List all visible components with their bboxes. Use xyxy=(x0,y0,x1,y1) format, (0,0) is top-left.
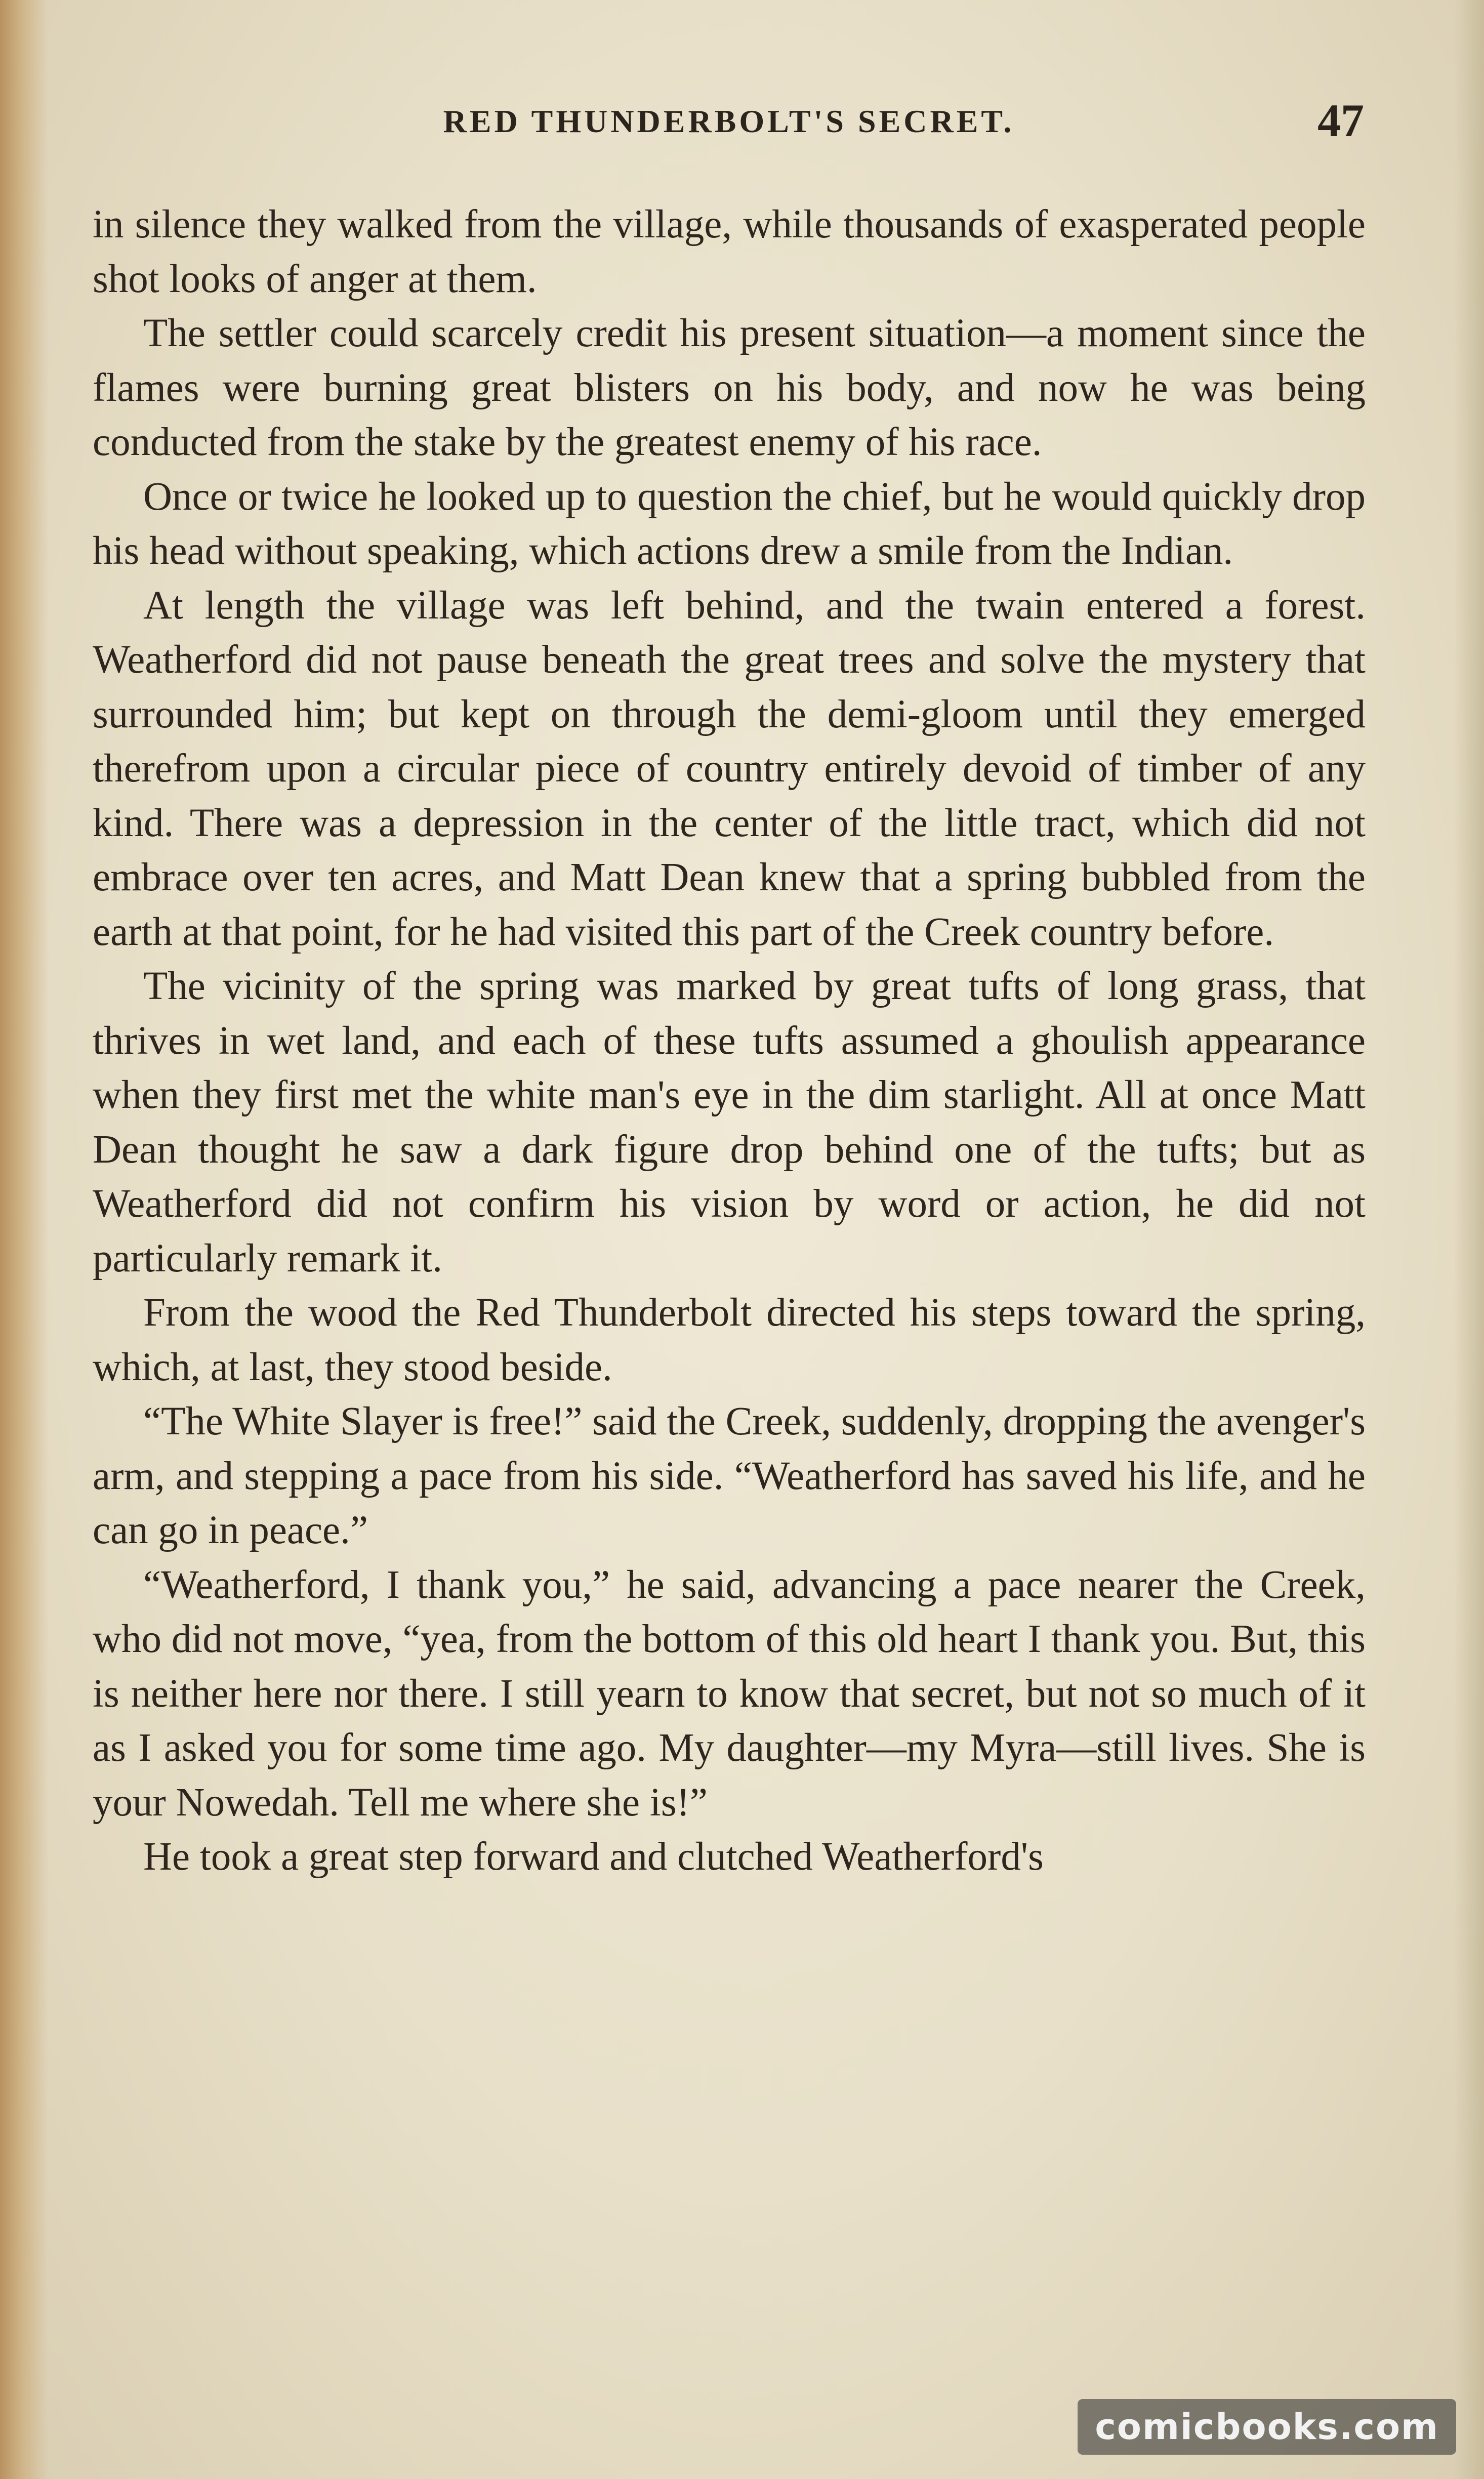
paragraph: The settler could scarcely credit his present situation—a moment since the flames were burning great blisters on his body, and now he was being conducted from the stake by the greatest enemy of his race. xyxy=(93,311,1366,464)
body-text xyxy=(93,197,1366,1884)
running-head xyxy=(91,94,1367,149)
paragraph: He took a great step forward and clutched Weatherford's xyxy=(143,1835,1044,1879)
page-gutter-shadow xyxy=(0,0,48,2479)
running-title: RED THUNDERBOLT'S SECRET. xyxy=(443,103,1015,139)
page-number: 47 xyxy=(1317,95,1364,146)
paragraph: “The White Slayer is free!” said the Creek, suddenly, dropping the avenger's arm, and stepping a pace from his side. “Weatherford has saved his life, and he can go in peace.” xyxy=(93,1399,1366,1552)
paragraph: “Weatherford, I thank you,” he said, advancing a pace nearer the Creek, who did not move, “yea, from the bottom of this old heart I thank you. But, this is neither here nor there. I still yearn to know that secret, but not so much of it as I asked you for some time ago. My daughter—my Myra—still lives. She is your Nowedah. Tell me where she is!” xyxy=(93,1562,1366,1825)
paragraph: At length the village was left behind, and the twain entered a forest. Weatherford did not pause beneath the great trees and solve the mystery that surrounded him; but kept on through the demi-gloom until they emerged therefrom upon a circular piece of country entirely devoid of timber of any kind. There was a depression in the center of the little tract, which did not embrace over ten acres, and Matt Dean knew that a spring bubbled from the earth at that point, for he had visited this part of the Creek country before. xyxy=(93,583,1366,954)
paragraph: From the wood the Red Thunderbolt directed his steps toward the spring, which, at last, they stood beside. xyxy=(93,1291,1366,1389)
paragraph: The vicinity of the spring was marked by great tufts of long grass, that thrives in wet land, and each of these tufts assumed a ghoulish appearance when they first met the white man's eye in the dim starlight. All at once Matt Dean thought he saw a dark figure drop behind one of the tufts; but as Weatherford did not confirm his vision by word or action, he did not particularly remark it. xyxy=(93,964,1366,1280)
paragraph: in silence they walked from the village, while thousands of exasperated people shot looks of anger at them. xyxy=(93,202,1366,301)
page-edge-shadow xyxy=(1454,0,1484,2479)
watermark: comicbooks.com xyxy=(1078,2399,1456,2455)
paragraph: Once or twice he looked up to question the chief, but he would quickly drop his head without speaking, which actions drew a smile from the Indian. xyxy=(93,474,1366,573)
